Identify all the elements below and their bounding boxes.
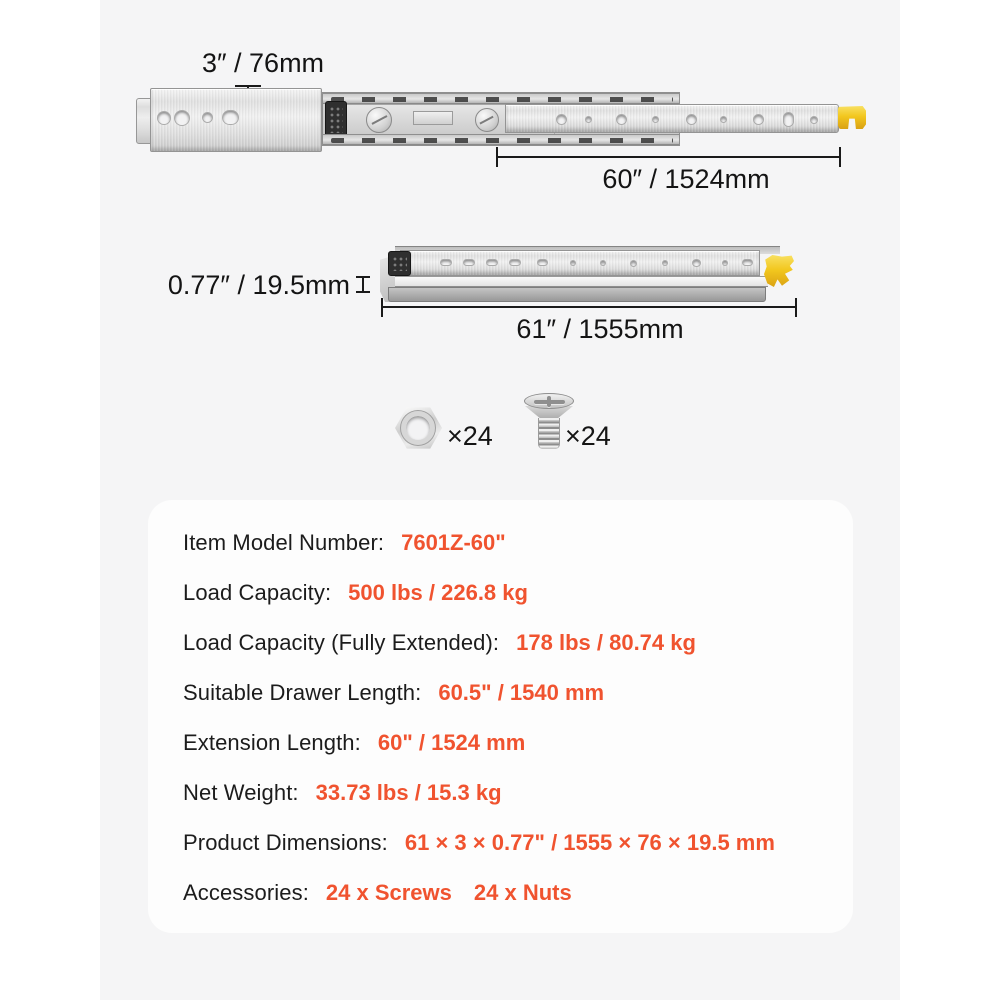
rail-hole <box>723 261 727 265</box>
disconnect-lever <box>325 101 347 138</box>
mounting-hole <box>175 111 189 125</box>
spec-value: 60" / 1524 mm <box>377 730 526 755</box>
extended-slide-height-dimension-label: 3″ / 76mm <box>201 48 325 78</box>
spec-value-secondary: 24 x Nuts <box>473 880 572 905</box>
rail-hole <box>663 261 667 265</box>
lower-rail-closed <box>388 287 766 302</box>
dimension-tick-right <box>795 298 797 317</box>
extended-slide-length-dimension-label: 60″ / 1524mm <box>602 164 770 194</box>
spec-label: Item Model Number: <box>183 530 385 555</box>
closed-slide-length-dimension-label: 61″ / 1555mm <box>516 314 684 344</box>
cam-disc <box>475 108 499 132</box>
ball-raceway-top <box>323 93 679 104</box>
rail-slot <box>538 260 547 265</box>
nut-count-label: ×24 <box>447 421 493 451</box>
cam-disc <box>366 107 392 133</box>
dimension-line-horizontal <box>382 306 797 308</box>
rail-slot <box>441 260 451 265</box>
spec-value: 178 lbs / 80.74 kg <box>516 630 696 655</box>
closed-slide-figure <box>380 240 794 302</box>
rail-hole <box>811 117 817 123</box>
rail-slot <box>510 260 520 265</box>
spec-label: Net Weight: <box>183 780 299 805</box>
rail-hole <box>687 115 696 124</box>
screw-head-top <box>524 393 574 409</box>
rail-hole <box>721 117 726 122</box>
outer-rail <box>150 88 322 152</box>
spec-row-suitable-drawer-length <box>183 680 825 706</box>
rail-slot <box>487 260 497 265</box>
ball-raceway-bottom <box>323 134 679 145</box>
rail-slot <box>743 260 752 265</box>
rail-hole <box>754 115 763 124</box>
rail-hole <box>693 260 700 266</box>
spec-panel <box>148 500 853 933</box>
spec-row-load-capacity-fully-extended <box>183 630 825 656</box>
spec-row-load-capacity <box>183 580 825 606</box>
spec-row-extension-length <box>183 730 825 756</box>
spec-label: Load Capacity: <box>183 580 332 605</box>
rail-hole <box>617 115 626 124</box>
spec-value: 24 x Screws <box>325 880 452 905</box>
mounting-hole <box>223 111 238 124</box>
rail-hole <box>586 117 591 122</box>
spec-value: 7601Z-60" <box>401 530 506 555</box>
spec-label: Load Capacity (Fully Extended): <box>183 630 500 655</box>
mounting-hole <box>158 112 170 124</box>
inner-rail-extended <box>505 104 839 133</box>
thickness-marker-cap-bottom <box>356 291 370 293</box>
rail-hole <box>784 113 793 126</box>
spec-label: Suitable Drawer Length: <box>183 680 422 705</box>
hex-nut-hole <box>401 411 435 445</box>
disconnect-lever <box>388 251 411 276</box>
spec-row-accessories <box>183 880 825 906</box>
rail-hole <box>631 261 636 266</box>
spec-value: 500 lbs / 226.8 kg <box>348 580 528 605</box>
screw-count-label: ×24 <box>565 421 611 451</box>
mounting-hole <box>203 113 212 122</box>
spec-row-net-weight <box>183 780 825 806</box>
spec-value: 33.73 lbs / 15.3 kg <box>315 780 502 805</box>
spec-label: Accessories: <box>183 880 309 905</box>
spec-row-product-dimensions <box>183 830 825 856</box>
phillips-cross-vertical <box>547 396 551 407</box>
screw-shank <box>538 418 560 449</box>
rail-hole <box>653 117 658 122</box>
rail-hole <box>571 261 575 265</box>
spec-value: 60.5" / 1540 mm <box>438 680 605 705</box>
closed-slide-thickness-dimension-label: 0.77″ / 19.5mm <box>167 270 350 300</box>
spec-label: Product Dimensions: <box>183 830 388 855</box>
spec-row-item-model-number <box>183 530 825 556</box>
rail-slot <box>464 260 474 265</box>
upper-rail-closed <box>400 250 760 276</box>
latch-plate <box>413 111 453 125</box>
middle-rail-closed <box>395 276 768 287</box>
dimension-tick-right <box>839 147 841 167</box>
rail-hole <box>601 261 605 265</box>
spec-value: 61 × 3 × 0.77" / 1555 × 76 × 19.5 mm <box>404 830 775 855</box>
pull-handle <box>764 255 794 288</box>
rail-hole <box>557 115 566 124</box>
dimension-line-horizontal <box>497 156 841 158</box>
spec-label: Extension Length: <box>183 730 361 755</box>
